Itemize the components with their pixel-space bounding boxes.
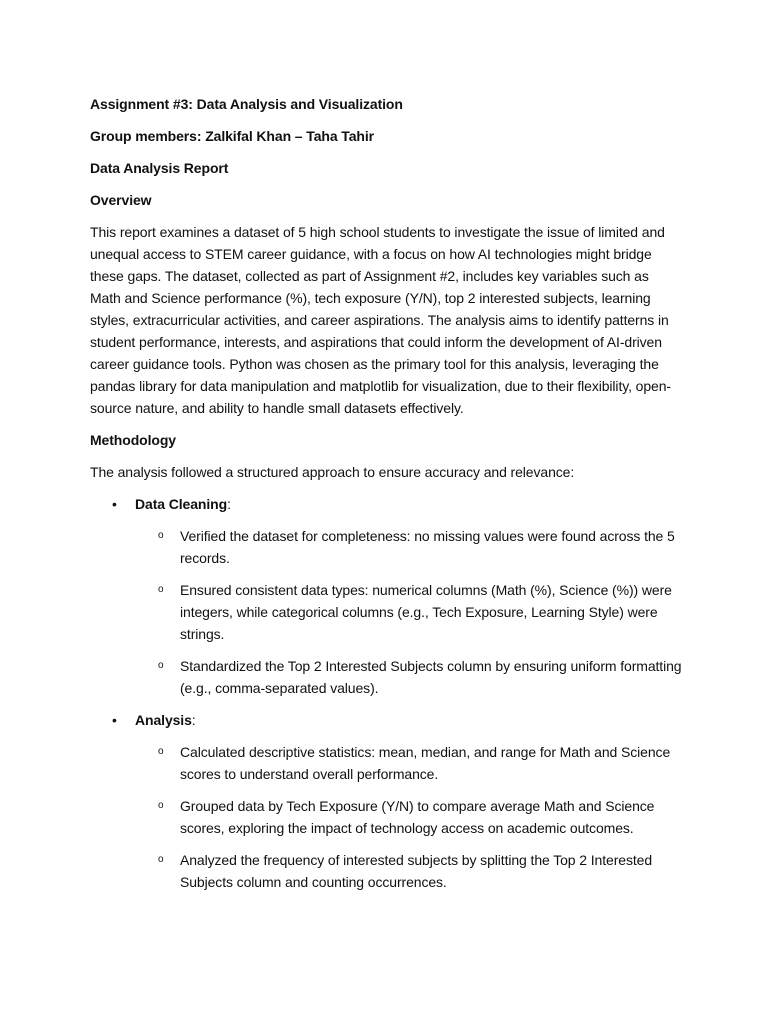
assignment-title: Assignment #3: Data Analysis and Visualization [90,96,403,112]
methodology-section-analysis [90,709,682,893]
sub-item-text: Standardized the Top 2 Interested Subjects column by ensuring uniform formatting (e.g., comma-separated values). [180,658,682,696]
bullet-icon: • [112,712,117,728]
bullet-icon: • [112,496,117,512]
hollow-bullet-icon: o [158,530,164,541]
hollow-bullet-icon: o [158,854,164,865]
document-page [90,93,682,903]
methodology-list [90,493,682,893]
section-label: Analysis [135,712,192,728]
sub-item-text: Grouped data by Tech Exposure (Y/N) to compare average Math and Science scores, exploring the impact of technology access on academic outcomes. [180,798,655,836]
hollow-bullet-icon: o [158,660,164,671]
sub-item-text: Analyzed the frequency of interested subjects by splitting the Top 2 Interested Subjects column and counting occurrences. [180,852,653,890]
sub-item-text: Verified the dataset for completeness: no missing values were found across the 5 records. [180,528,675,566]
sub-list-item [135,849,682,893]
sub-list [135,525,682,699]
overview-paragraph: This report examines a dataset of 5 high school students to investigate the issue of limited and unequal access to STEM career guidance, with a focus on how AI technologies might bridge these gaps. The dataset, collected as part of Assignment #2, includes key variables such as Math and Science performance (%), tech exposure (Y/N), top 2 interested subjects, learning styles, extracurricular activities, and career aspirations. The analysis aims to identify patterns in student performance, interests, and aspirations that could inform the development of AI-driven career guidance tools. Python was chosen as the primary tool for this analysis, leveraging the pandas library for data manipulation and matplotlib for visualization, due to their flexibility, open-source nature, and ability to handle small datasets effectively. [90,224,671,416]
sub-list-item [135,655,682,699]
sub-list [135,741,682,893]
methodology-intro: The analysis followed a structured approach to ensure accuracy and relevance: [90,464,575,480]
section-label: Data Cleaning [135,496,228,512]
sub-list-item [135,741,682,785]
report-title: Data Analysis Report [90,160,229,176]
section-label-colon: : [227,496,231,512]
hollow-bullet-icon: o [158,800,164,811]
methodology-heading: Methodology [90,432,176,448]
sub-item-text: Ensured consistent data types: numerical columns (Math (%), Science (%)) were integers, while categorical columns (e.g., Tech Exposure, Learning Style) were strings. [180,582,672,642]
sub-list-item [135,525,682,569]
hollow-bullet-icon: o [158,746,164,757]
sub-list-item [135,795,682,839]
section-label-colon: : [191,712,196,728]
sub-list-item [135,579,682,645]
sub-item-text: Calculated descriptive statistics: mean, median, and range for Math and Science scores to understand overall performance. [180,744,671,782]
hollow-bullet-icon: o [158,584,164,595]
overview-heading: Overview [90,192,152,208]
group-members: Group members: Zalkifal Khan – Taha Tahir [90,128,375,144]
methodology-section-data-cleaning [90,493,682,699]
